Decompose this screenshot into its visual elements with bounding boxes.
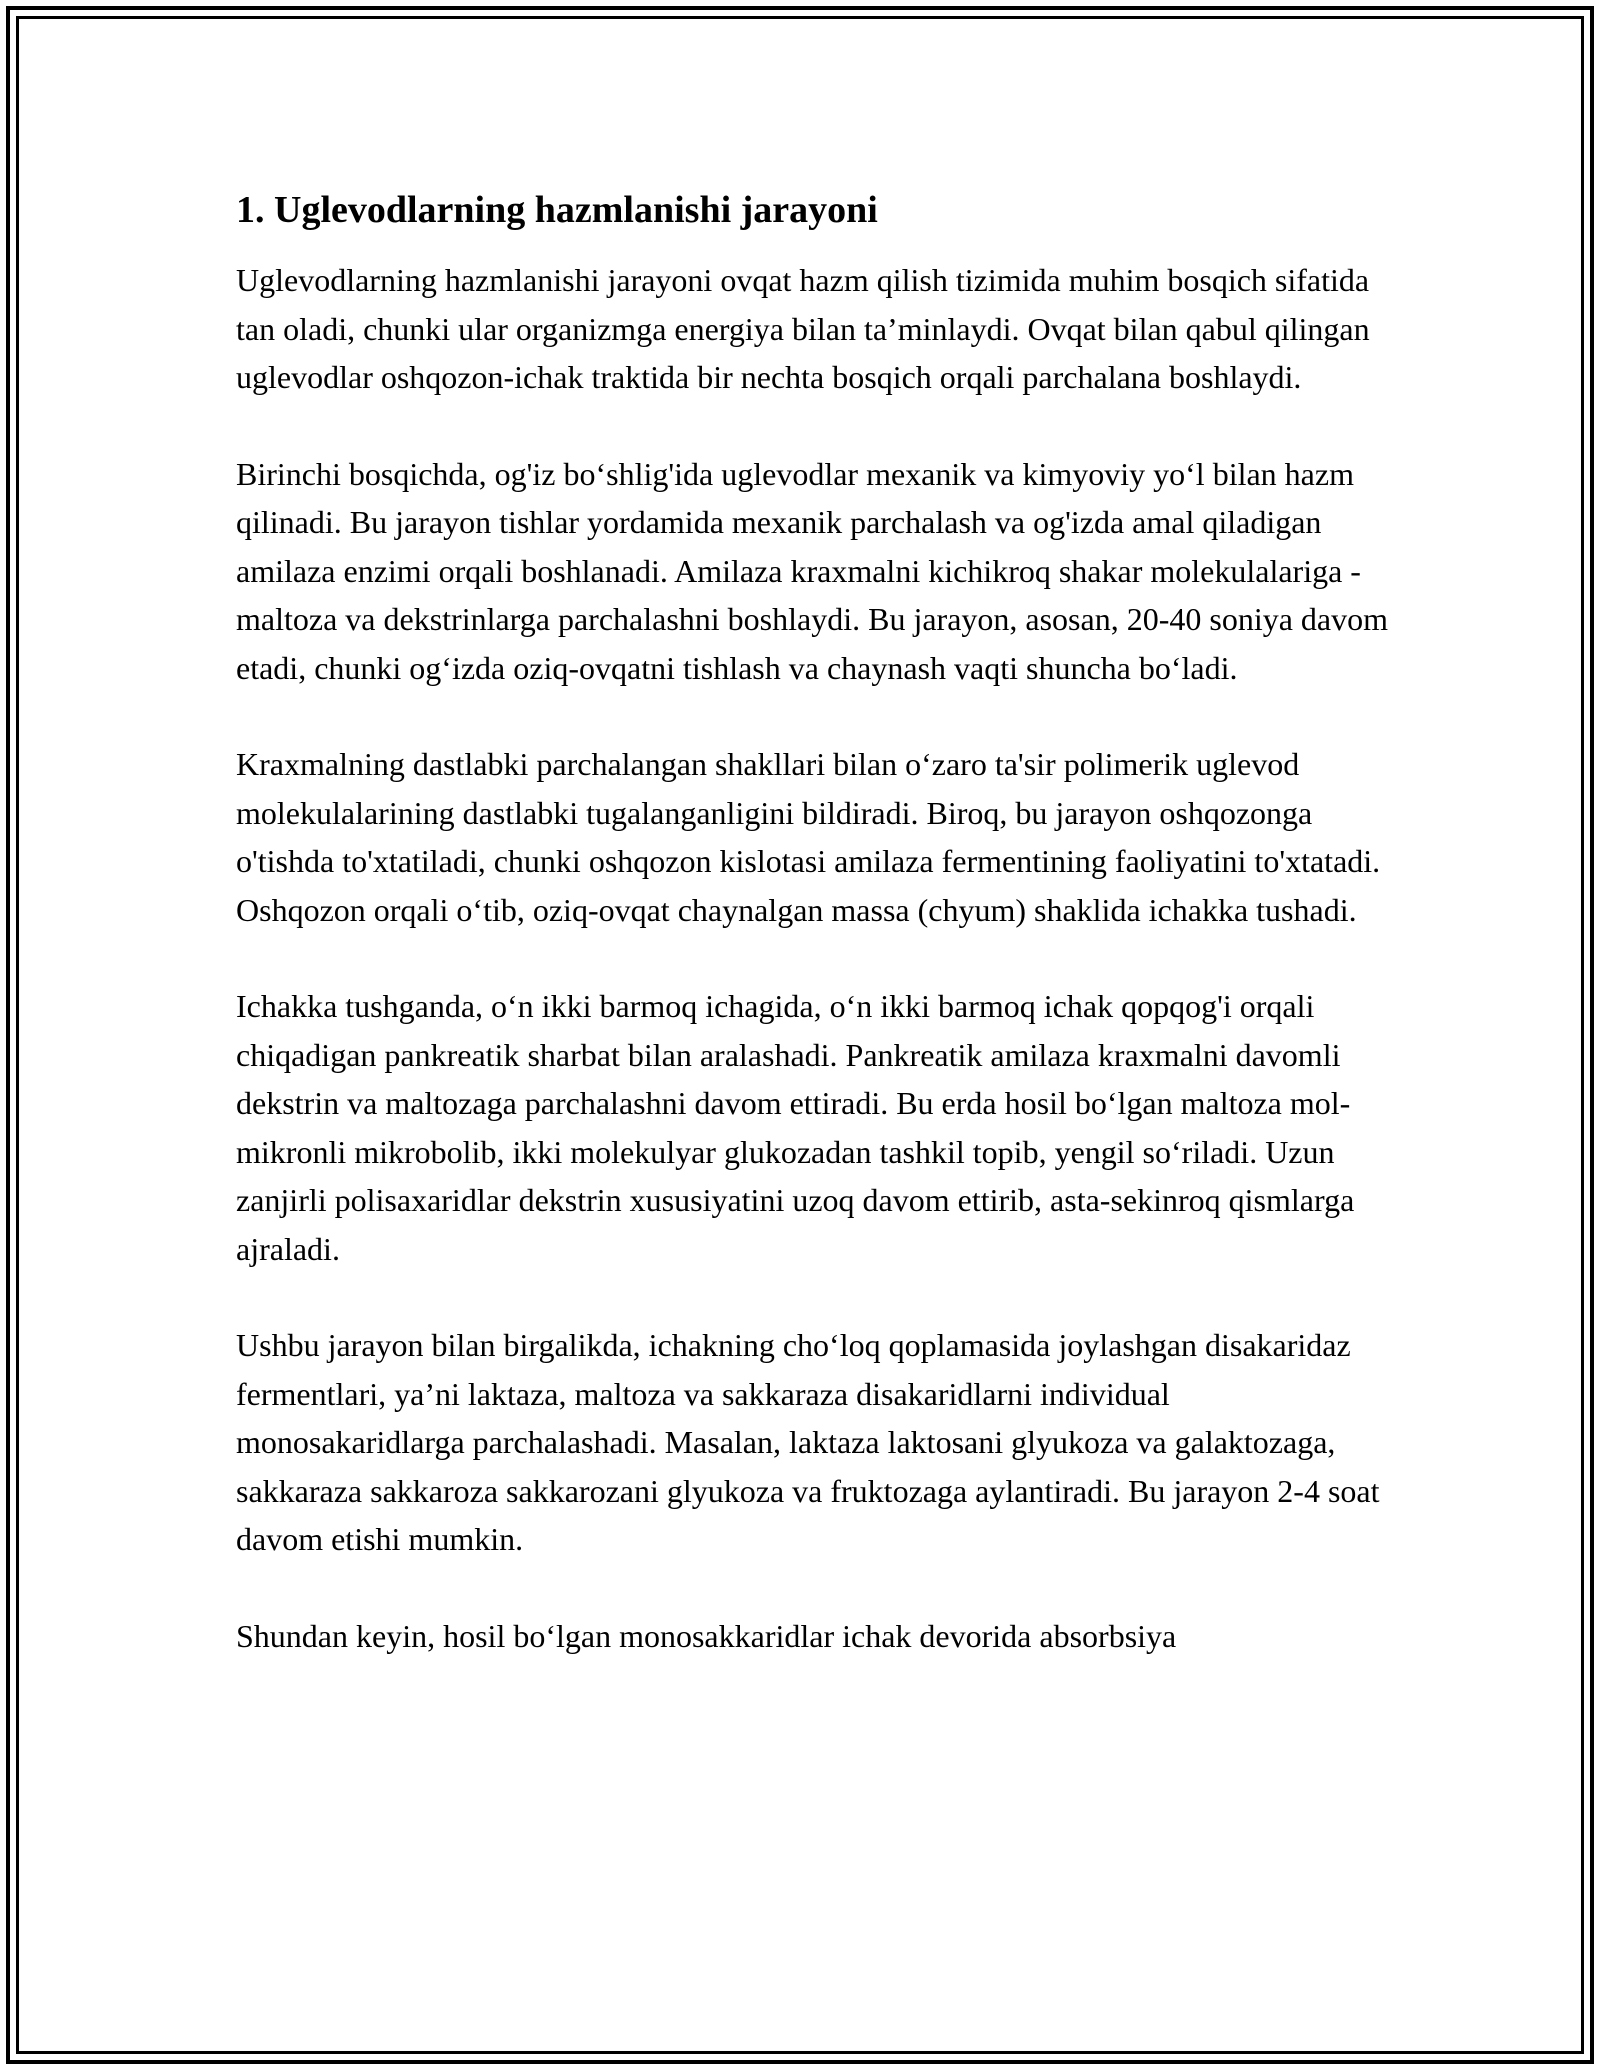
paragraph-3: Kraxmalning dastlabki parchalangan shakllari bilan o‘zaro ta'sir polimerik uglevod molekulalarining dastlabki tugalanganligini bildiradi. Biroq, bu jarayon oshqozonga o'tishda to'xtatiladi, chunki oshqozon kislotasi amilaza fermentining faoliyatini to'xtatadi. Oshqozon orqali o‘tib, oziq-ovqat chaynalgan massa (chyum) shaklida ichakka tushadi. — [236, 746, 1381, 928]
document-body — [236, 186, 1396, 1708]
section-heading: 1. Uglevodlarning hazmlanishi jarayoni — [236, 189, 878, 231]
paragraph-1: Uglevodlarning hazmlanishi jarayoni ovqat hazm qilish tizimida muhim bosqich sifatida tan oladi, chunki ular organizmga energiya bilan ta’minlaydi. Ovqat bilan qabul qilingan uglevodlar oshqozon-ichak traktida bir nechta bosqich orqali parchalana boshlaydi. — [236, 262, 1370, 395]
paragraph-2: Birinchi bosqichda, og'iz bo‘shlig'ida uglevodlar mexanik va kimyoviy yo‘l bilan hazm qilinadi. Bu jarayon tishlar yordamida mexanik parchalash va og'izda amal qiladigan amilaza enzimi orqali boshlanadi. Amilaza kraxmalni kichikroq shakar molekulalariga - maltoza va dekstrinlarga parchalashni boshlaydi. Bu jarayon, asosan, 20-40 soniya davom etadi, chunki og‘izda oziq-ovqatni tishlash va chaynash vaqti shuncha bo‘ladi. — [236, 455, 1388, 686]
paragraph-5: Ushbu jarayon bilan birgalikda, ichakning cho‘loq qoplamasida joylashgan disakaridaz fermentlari, ya’ni laktaza, maltoza va sakkaraza disakaridlarni individual monosakaridlarga parchalashadi. Masalan, laktaza laktosani glyukoza va galaktozaga, sakkaraza sakkaroza sakkarozani glyukoza va fruktozaga aylantiradi. Bu jarayon 2-4 soat davom etishi mumkin. — [236, 1327, 1380, 1557]
paragraph-6: Shundan keyin, hosil bo‘lgan monosakkaridlar ichak devorida absorbsiya — [236, 1617, 1177, 1654]
paragraph-4: Ichakka tushganda, o‘n ikki barmoq ichagida, o‘n ikki barmoq ichak qopqog'i orqali chiqadigan pankreatik sharbat bilan aralashadi. Pankreatik amilaza kraxmalni davomli dekstrin va maltozaga parchalashni davom ettiradi. Bu erda hosil bo‘lgan maltoza mol-mikronli mikrobolib, ikki molekulyar glukozadan tashkil topib, yengil so‘riladi. Uzun zanjirli polisaxaridlar dekstrin xususiyatini uzoq davom ettirib, asta-sekinroq qismlarga ajraladi. — [236, 988, 1355, 1267]
